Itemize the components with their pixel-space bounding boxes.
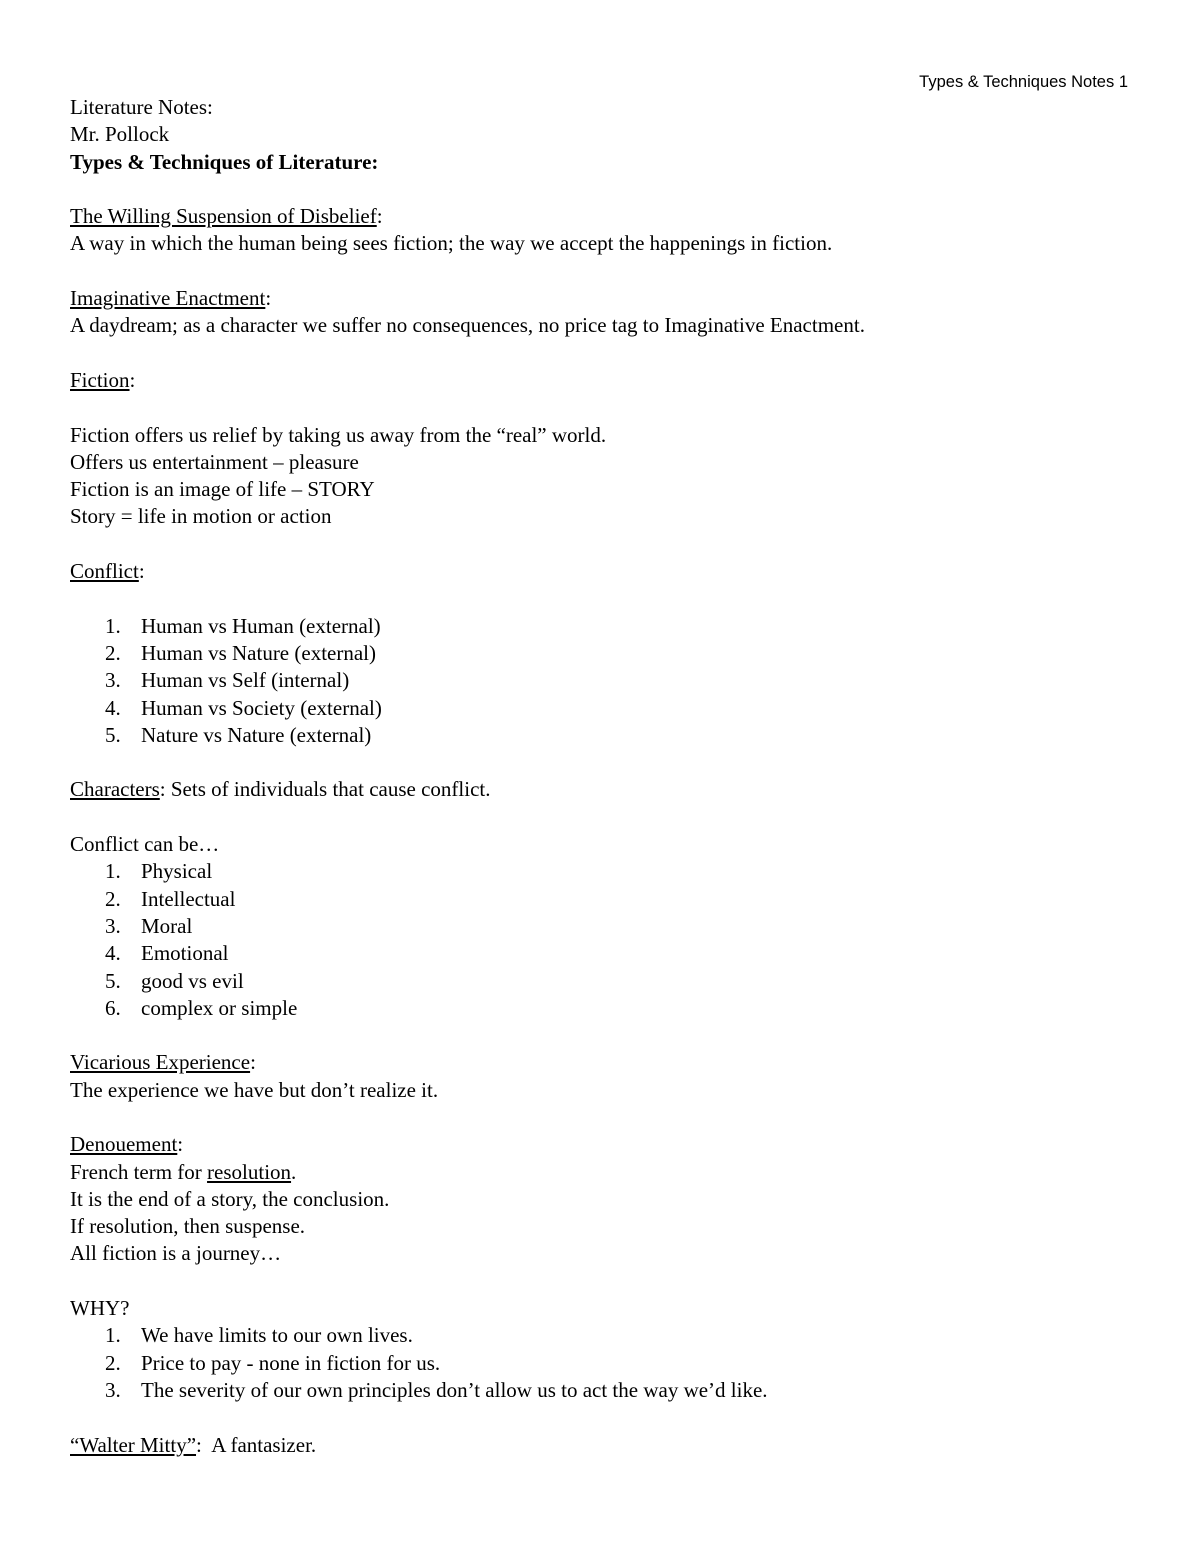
list-number: 4. bbox=[105, 941, 121, 966]
running-head: Types & Techniques Notes 1 bbox=[919, 73, 1128, 91]
list-number: 3. bbox=[105, 668, 121, 693]
list-text: Physical bbox=[141, 859, 213, 884]
suspension-heading bbox=[70, 203, 1140, 230]
list-text: Price to pay - none in fiction for us. bbox=[141, 1350, 441, 1375]
resolution-term: resolution bbox=[207, 1159, 292, 1184]
characters-definition: : Sets of individuals that cause conflict. bbox=[159, 777, 491, 802]
conflict-kinds-list bbox=[70, 858, 1140, 1022]
list-text: Human vs Society (external) bbox=[141, 695, 382, 720]
list-item bbox=[70, 613, 1140, 640]
list-item bbox=[70, 886, 1140, 913]
document-body bbox=[70, 94, 1140, 1459]
denouement-line: It is the end of a story, the conclusion. bbox=[70, 1186, 390, 1211]
suspension-term: The Willing Suspension of Disbelief bbox=[70, 204, 377, 229]
list-number: 3. bbox=[105, 913, 121, 938]
denouement-heading bbox=[70, 1131, 1140, 1158]
enactment-colon: : bbox=[265, 286, 272, 311]
enactment-heading bbox=[70, 285, 1140, 312]
course-title: Literature Notes: bbox=[70, 95, 213, 119]
denouement-definition bbox=[70, 1159, 1140, 1186]
list-text: Human vs Human (external) bbox=[141, 613, 381, 638]
conflict-term: Conflict bbox=[70, 559, 139, 584]
list-number: 2. bbox=[105, 640, 121, 665]
list-text: The severity of our own principles don’t allow us to act the way we’d like. bbox=[141, 1377, 768, 1402]
list-number: 2. bbox=[105, 1350, 121, 1375]
list-item bbox=[70, 640, 1140, 667]
why-list bbox=[70, 1322, 1140, 1404]
characters-line bbox=[70, 776, 1140, 803]
list-item bbox=[70, 940, 1140, 967]
list-item bbox=[70, 1322, 1140, 1349]
list-item bbox=[70, 913, 1140, 940]
document-title: Types & Techniques of Literature: bbox=[70, 149, 379, 174]
conflict-colon: : bbox=[138, 559, 145, 584]
fiction-colon: : bbox=[129, 367, 136, 392]
suspension-definition: A way in which the human being sees fiction; the way we accept the happenings in fiction. bbox=[70, 231, 833, 256]
list-number: 4. bbox=[105, 695, 121, 720]
fiction-heading bbox=[70, 367, 1140, 394]
list-item bbox=[70, 695, 1140, 722]
list-number: 1. bbox=[105, 613, 121, 638]
denouement-suffix: . bbox=[291, 1159, 297, 1184]
list-item bbox=[70, 968, 1140, 995]
list-number: 1. bbox=[105, 859, 121, 884]
list-number: 1. bbox=[105, 1323, 121, 1348]
fiction-line: Offers us entertainment – pleasure bbox=[70, 449, 359, 474]
why-heading: WHY? bbox=[70, 1296, 130, 1321]
vicarious-heading bbox=[70, 1049, 1140, 1076]
fiction-line: Fiction offers us relief by taking us away from the “real” world. bbox=[70, 422, 607, 447]
list-text: Human vs Self (internal) bbox=[141, 668, 350, 693]
denouement-line: All fiction is a journey… bbox=[70, 1241, 282, 1266]
mitty-line bbox=[70, 1432, 1140, 1459]
list-text: Moral bbox=[141, 913, 193, 938]
list-text: complex or simple bbox=[141, 995, 298, 1020]
list-item bbox=[70, 858, 1140, 885]
list-number: 6. bbox=[105, 995, 121, 1020]
list-text: Nature vs Nature (external) bbox=[141, 722, 372, 747]
list-text: good vs evil bbox=[141, 968, 244, 993]
list-number: 5. bbox=[105, 968, 121, 993]
list-item bbox=[70, 667, 1140, 694]
list-text: Emotional bbox=[141, 941, 229, 966]
conflict-heading bbox=[70, 558, 1140, 585]
list-item bbox=[70, 722, 1140, 749]
conflict-can-be-intro: Conflict can be… bbox=[70, 832, 220, 857]
conflict-types-list bbox=[70, 613, 1140, 749]
denouement-term: Denouement bbox=[70, 1132, 178, 1157]
list-number: 3. bbox=[105, 1377, 121, 1402]
list-text: Intellectual bbox=[141, 886, 236, 911]
fiction-line: Fiction is an image of life – STORY bbox=[70, 477, 375, 502]
list-item bbox=[70, 1350, 1140, 1377]
list-item bbox=[70, 995, 1140, 1022]
characters-term: Characters bbox=[70, 777, 160, 802]
denouement-colon: : bbox=[177, 1132, 184, 1157]
vicarious-definition: The experience we have but don’t realize it. bbox=[70, 1077, 439, 1102]
vicarious-colon: : bbox=[250, 1050, 256, 1075]
list-number: 2. bbox=[105, 886, 121, 911]
list-item bbox=[70, 1377, 1140, 1404]
fiction-line: Story = life in motion or action bbox=[70, 504, 332, 529]
fiction-term: Fiction bbox=[70, 367, 130, 392]
list-number: 5. bbox=[105, 722, 121, 747]
denouement-prefix: French term for bbox=[70, 1159, 208, 1184]
denouement-line: If resolution, then suspense. bbox=[70, 1214, 306, 1239]
suspension-colon: : bbox=[376, 204, 383, 229]
teacher-name: Mr. Pollock bbox=[70, 122, 170, 147]
enactment-term: Imaginative Enactment bbox=[70, 286, 266, 311]
mitty-term: “Walter Mitty” bbox=[70, 1432, 197, 1457]
mitty-definition: : A fantasizer. bbox=[196, 1432, 317, 1457]
enactment-definition: A daydream; as a character we suffer no consequences, no price tag to Imaginative Enactment. bbox=[70, 313, 865, 338]
vicarious-term: Vicarious Experience bbox=[70, 1050, 251, 1075]
list-text: Human vs Nature (external) bbox=[141, 640, 376, 665]
list-text: We have limits to our own lives. bbox=[141, 1323, 413, 1348]
